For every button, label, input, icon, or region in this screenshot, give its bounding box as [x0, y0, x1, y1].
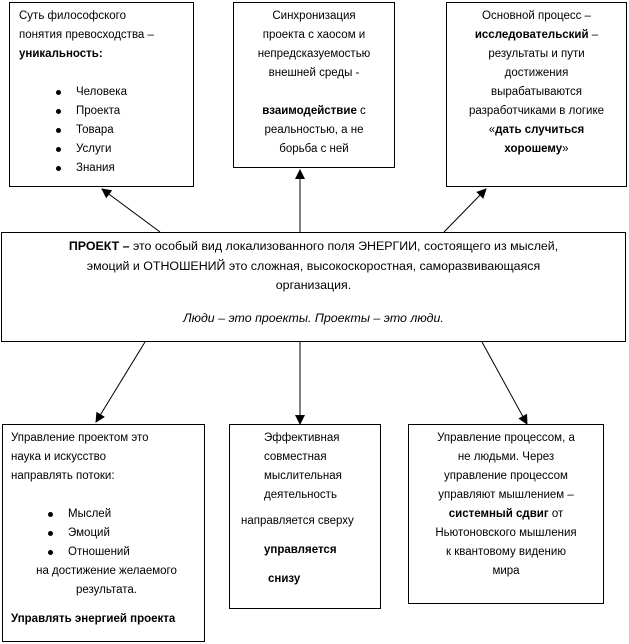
- list-item: Проекта: [19, 102, 191, 121]
- project-line-3: организация.: [275, 278, 352, 292]
- proc-line-6: Ньютоновского мышления: [435, 527, 577, 539]
- box-project-management: [2, 424, 205, 642]
- sync-line-6: реальностью, а не: [264, 124, 364, 136]
- uniqueness-list: [19, 83, 191, 178]
- list-item: Отношений: [11, 543, 202, 562]
- research-line-2: [449, 26, 624, 45]
- proc-line-5: [411, 505, 601, 524]
- box-research-process: [446, 2, 627, 187]
- box-synchronization: [233, 2, 395, 168]
- uniqueness-heading: уникальность:: [19, 48, 103, 60]
- pm-after-1: на достижение желаемого: [36, 565, 177, 577]
- research-line-4: достижения: [504, 67, 569, 79]
- research-quote-close: »: [562, 143, 569, 155]
- list-item: Товара: [19, 121, 191, 140]
- jt-from-above: направляется сверху: [241, 515, 354, 527]
- pm-line-3: направлять потоки:: [11, 470, 115, 482]
- list-item: Человека: [19, 83, 191, 102]
- box-uniqueness: [9, 2, 194, 187]
- research-quote-open: «: [488, 124, 496, 136]
- box-project-definition: [1, 232, 626, 342]
- sync-line-4: внешней среды -: [268, 67, 360, 79]
- sync-interaction-bold: взаимодействие: [262, 105, 357, 117]
- proc-line-8: мира: [492, 565, 520, 577]
- proc-bold: системный сдвиг: [448, 508, 549, 520]
- box-process-management: [408, 424, 604, 604]
- jt-bold-2: снизу: [268, 573, 301, 585]
- pm-flows-list: [11, 505, 202, 562]
- research-line-6: разработчиками в логике: [468, 105, 605, 117]
- proc-line-3: управление процессом: [444, 470, 568, 482]
- project-motto: Люди – это проекты. Проекты – это люди.: [183, 310, 444, 325]
- uniqueness-line-2: понятия превосходства –: [19, 29, 154, 41]
- sync-line-2: проекта с хаосом и: [262, 29, 366, 41]
- project-line-1-rest: это особый вид локализованного поля ЭНЕРГИИ, состоящего из мыслей,: [129, 239, 559, 253]
- pm-line-2: наука и искусство: [11, 451, 106, 463]
- pm-after-2: результата.: [76, 584, 137, 596]
- research-line-7: [449, 121, 624, 140]
- proc-line-1: Управление процессом, а: [437, 432, 575, 444]
- list-item: Знания: [19, 159, 191, 178]
- arrow-to-left-top: [102, 189, 160, 232]
- uniqueness-line-1: Суть философского: [19, 10, 127, 22]
- project-line-1: [8, 237, 619, 257]
- sync-line-7: борьба с ней: [279, 143, 349, 155]
- pm-line-1: Управление проектом это: [11, 432, 149, 444]
- jt-bold-1: управляется: [264, 544, 337, 556]
- proc-line-2: не людьми. Через: [457, 451, 555, 463]
- jt-line-1: Эффективная: [264, 432, 340, 444]
- jt-line-2: совместная: [264, 451, 327, 463]
- list-item: Мыслей: [11, 505, 202, 524]
- box-joint-thinking: [229, 424, 381, 609]
- list-item: Эмоций: [11, 524, 202, 543]
- project-line-2: эмоций и ОТНОШЕНИЙ это сложная, высокоскоростная, саморазвивающаяся: [86, 258, 541, 273]
- research-line-5: вырабатываются: [490, 86, 583, 98]
- arrow-to-right-top: [444, 189, 486, 232]
- sync-interaction-tail: с: [356, 105, 366, 117]
- jt-line-3: мыслительная: [264, 470, 342, 482]
- research-line-8: [449, 140, 624, 159]
- research-line-3: результаты и пути: [488, 48, 585, 60]
- research-bold-2a: дать случиться: [495, 124, 585, 136]
- research-bold-1-tail: –: [588, 29, 599, 41]
- sync-interaction-line: [236, 102, 392, 121]
- sync-line-1: Синхронизация: [272, 10, 356, 22]
- jt-line-4: деятельность: [264, 489, 337, 501]
- sync-line-3: непредсказуемостью: [257, 48, 371, 60]
- pm-bold-line: Управлять энергией проекта: [11, 613, 176, 625]
- list-item: Услуги: [19, 140, 191, 159]
- proc-line-4: управляют мышлением –: [438, 489, 574, 501]
- proc-bold-tail: от: [548, 508, 564, 520]
- arrow-to-right-bottom: [482, 342, 527, 424]
- research-bold-2b: хорошему: [504, 143, 563, 155]
- research-line-1: Основной процесс –: [482, 10, 591, 22]
- project-keyword: ПРОЕКТ –: [68, 239, 130, 253]
- research-bold-1: исследовательский: [474, 29, 589, 41]
- proc-line-7: к квантовому видению: [446, 546, 566, 558]
- arrow-to-left-bottom: [96, 342, 145, 422]
